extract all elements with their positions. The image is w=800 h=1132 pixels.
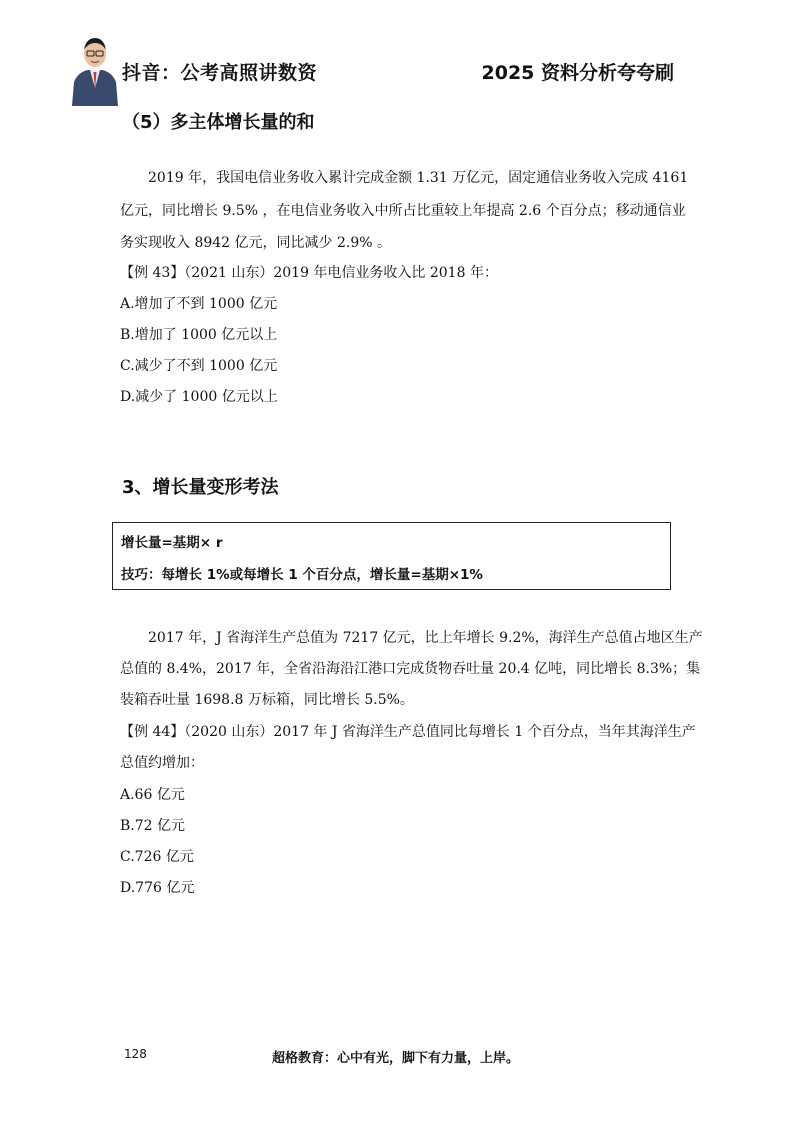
- example-43-option-c: C.减少了不到 1000 亿元: [120, 358, 278, 374]
- passage-1-line-3: 务实现收入 8942 亿元，同比减少 2.9% 。: [120, 235, 391, 251]
- example-44-option-a: A.66 亿元: [120, 787, 185, 803]
- example-43-option-d: D.减少了 1000 亿元以上: [120, 389, 278, 405]
- page-number: 128: [124, 1047, 147, 1061]
- header-series-title: 2025 资料分析夸夸刷: [481, 62, 674, 84]
- passage-1-line-1: 2019 年，我国电信业务收入累计完成金额 1.31 万亿元，固定通信业务收入完成 4161: [148, 170, 689, 186]
- example-44-option-b: B.72 亿元: [120, 818, 186, 834]
- header-channel: 抖音：公考高照讲数资: [122, 62, 318, 84]
- avatar: [66, 30, 124, 106]
- example-44-question-line-2: 总值约增加：: [120, 755, 204, 771]
- passage-2-line-3: 装箱吞吐量 1698.8 万标箱，同比增长 5.5%。: [120, 692, 414, 708]
- example-44-question-line-1: 【例 44】（2020 山东）2017 年 J 省海洋生产总值同比每增长 1 个百分点，当年其海洋生产: [120, 724, 696, 740]
- example-44-option-c: C.726 亿元: [120, 849, 194, 865]
- passage-2-line-2: 总值的 8.4%，2017 年，全省沿海沿江港口完成货物吞吐量 20.4 亿吨，同比增长 8.3%；集: [120, 661, 701, 677]
- passage-1-line-2: 亿元，同比增长 9.5% ，在电信业务收入中所占比重较上年提高 2.6 个百分点；移动通信业: [120, 203, 686, 219]
- example-44-option-d: D.776 亿元: [120, 880, 195, 896]
- tip-line: 技巧：每增长 1%或每增长 1 个百分点，增长量=基期×1%: [121, 567, 483, 583]
- passage-2-line-1: 2017 年，J 省海洋生产总值为 7217 亿元，比上年增长 9.2%，海洋生产总值占地区生产: [148, 630, 703, 646]
- section-title: 3、增长量变形考法: [122, 477, 279, 498]
- subsection-title: （5）多主体增长量的和: [122, 112, 315, 133]
- example-43-question: 【例 43】（2021 山东）2019 年电信业务收入比 2018 年：: [120, 265, 498, 281]
- example-43-option-a: A.增加了不到 1000 亿元: [120, 296, 278, 312]
- formula-line: 增长量=基期× r: [121, 535, 223, 551]
- footer-slogan: 超格教育：心中有光，脚下有力量，上岸。: [272, 1051, 520, 1066]
- example-43-option-b: B.增加了 1000 亿元以上: [120, 327, 278, 343]
- formula-box: [112, 522, 671, 590]
